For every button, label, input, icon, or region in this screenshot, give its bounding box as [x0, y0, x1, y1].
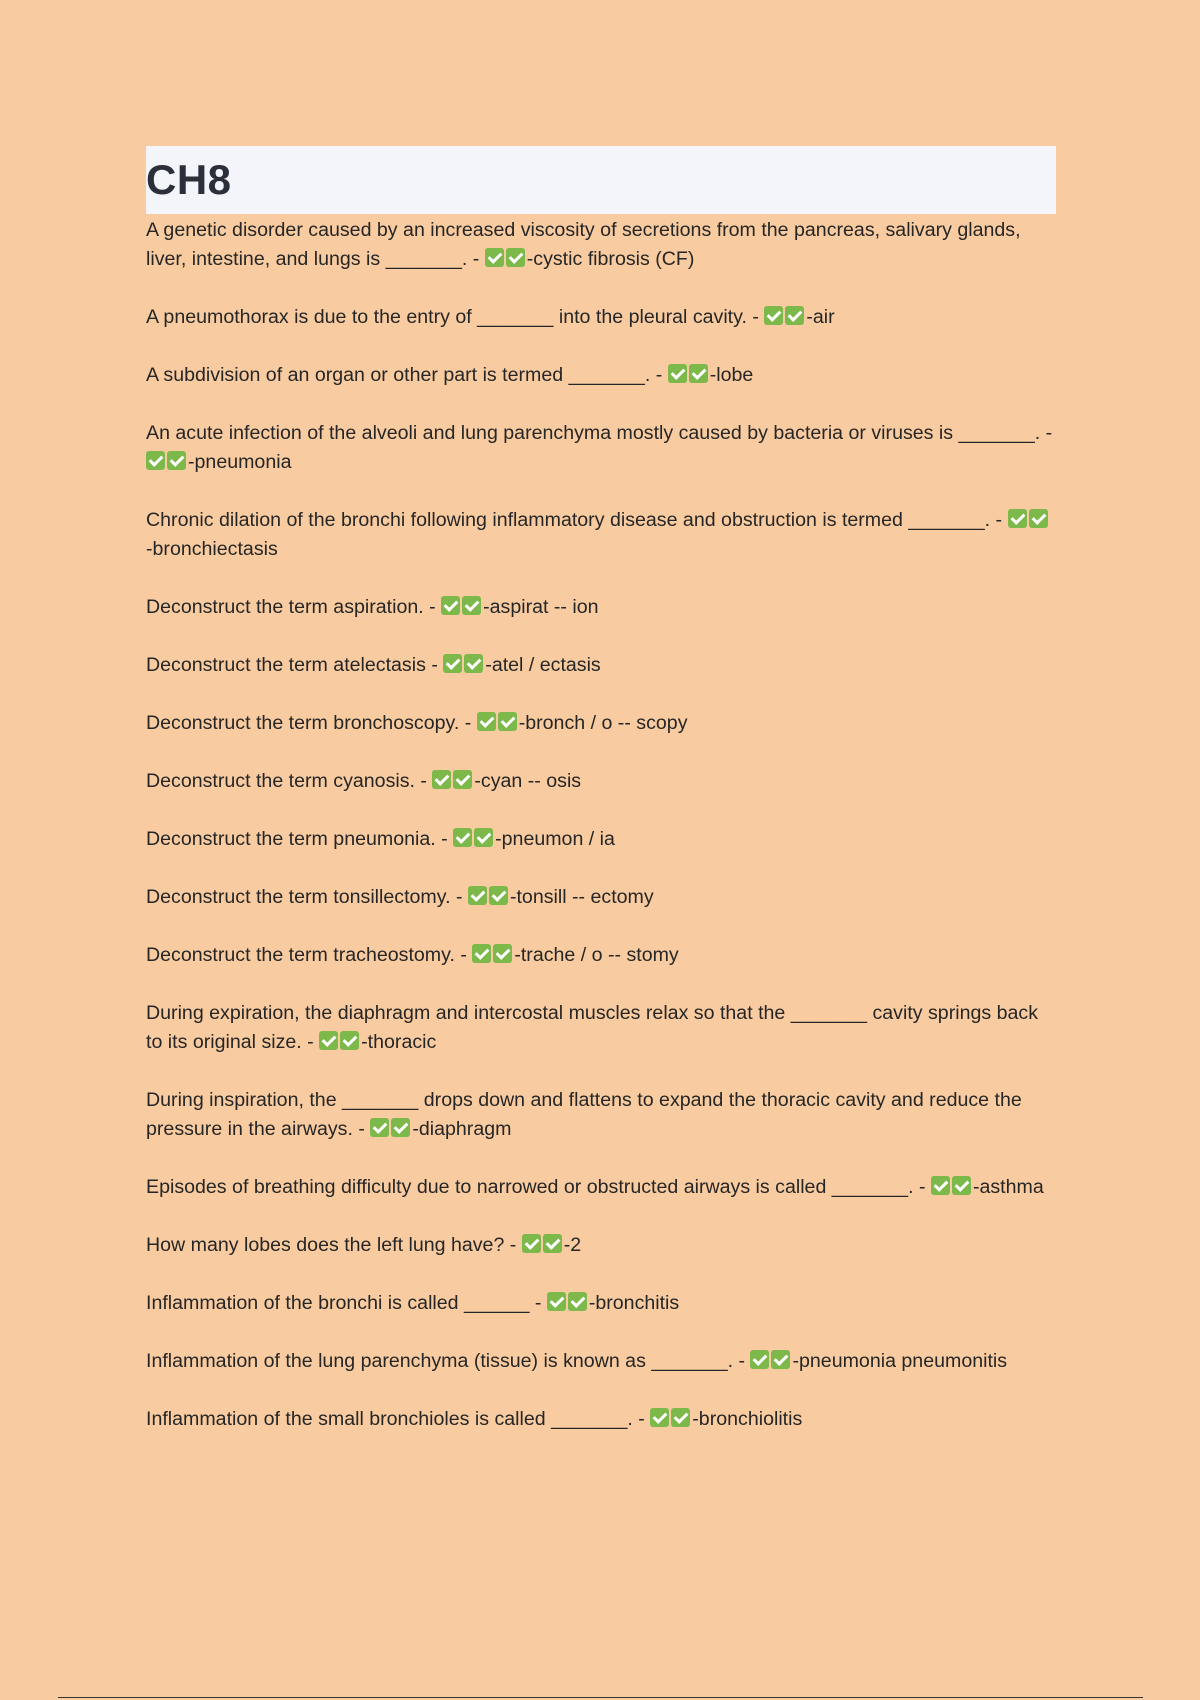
check-mark-icon: [771, 1350, 790, 1369]
answer-text: -trache / o -- stomy: [514, 944, 679, 966]
separator: -: [504, 1234, 522, 1256]
qa-item: [146, 419, 1056, 477]
qa-item: [146, 1289, 1056, 1318]
check-mark-icon: [453, 770, 472, 789]
question-text: During expiration, the diaphragm and intercostal muscles relax so that the _______ cavity springs back to its original size.: [146, 1002, 1039, 1053]
qa-item: [146, 303, 1056, 332]
qa-item: [146, 361, 1056, 390]
question-text: A genetic disorder caused by an increased viscosity of secretions from the pancreas, salivary glands, liver, intestine, and lungs is _______.: [146, 219, 1021, 270]
answer-text: -air: [806, 306, 835, 328]
question-text: Deconstruct the term tonsillectomy.: [146, 886, 451, 908]
answer-text: -atel / ectasis: [485, 654, 601, 676]
check-mark-icon: [568, 1292, 587, 1311]
check-mark-icon: [443, 654, 462, 673]
answer-text: -2: [563, 1234, 582, 1256]
answer-text: -asthma: [972, 1176, 1044, 1198]
title-bar: [146, 146, 1056, 214]
separator: -: [423, 596, 442, 618]
question-text: A subdivision of an organ or other part is termed _______.: [146, 364, 651, 386]
check-mark-icon: [370, 1118, 389, 1137]
check-mark-icon: [506, 248, 525, 267]
check-mark-icon: [391, 1118, 410, 1137]
answer-text: -diaphragm: [412, 1118, 512, 1140]
check-mark-icon: [547, 1292, 566, 1311]
separator: -: [529, 1292, 547, 1314]
question-text: Deconstruct the term aspiration.: [146, 596, 424, 618]
answer-text: -thoracic: [361, 1031, 437, 1053]
separator: -: [1040, 422, 1053, 444]
question-text: During inspiration, the _______ drops down and flattens to expand the thoracic cavity and reduce the pressure in the airways.: [146, 1089, 1022, 1140]
separator: -: [454, 944, 473, 966]
check-mark-icon: [931, 1176, 950, 1195]
check-mark-icon: [167, 451, 186, 470]
check-mark-icon: [650, 1408, 669, 1427]
check-mark-icon: [464, 654, 483, 673]
separator: -: [467, 248, 485, 270]
qa-item: [146, 216, 1056, 274]
check-mark-icon: [750, 1350, 769, 1369]
page-title: CH8: [146, 156, 232, 203]
qa-item: [146, 1405, 1056, 1434]
answer-text: -cyan -- osis: [474, 770, 582, 792]
answer-text: -bronchiectasis: [146, 538, 278, 560]
footer-divider: [58, 1697, 1143, 1698]
document-page: [146, 146, 1056, 1463]
check-mark-icon: [689, 364, 708, 383]
check-mark-icon: [1008, 509, 1027, 528]
answer-text: -lobe: [709, 364, 754, 386]
check-mark-icon: [543, 1234, 562, 1253]
separator: -: [650, 364, 668, 386]
separator: -: [733, 1350, 751, 1372]
question-text: Deconstruct the term bronchoscopy.: [146, 712, 460, 734]
check-mark-icon: [785, 306, 804, 325]
check-mark-icon: [485, 248, 504, 267]
qa-item: [146, 506, 1056, 564]
separator: -: [746, 306, 765, 328]
check-mark-icon: [498, 712, 517, 731]
separator: -: [435, 828, 454, 850]
qa-item: [146, 593, 1056, 622]
check-mark-icon: [1029, 509, 1048, 528]
separator: -: [301, 1031, 320, 1053]
separator: -: [414, 770, 433, 792]
qa-item: [146, 767, 1056, 796]
separator: -: [990, 509, 1008, 531]
check-mark-icon: [764, 306, 783, 325]
check-mark-icon: [522, 1234, 541, 1253]
answer-text: -pneumon / ia: [495, 828, 615, 850]
answer-text: -bronchiolitis: [692, 1408, 803, 1430]
check-mark-icon: [489, 886, 508, 905]
check-mark-icon: [952, 1176, 971, 1195]
separator: -: [352, 1118, 371, 1140]
check-mark-icon: [472, 944, 491, 963]
check-mark-icon: [474, 828, 493, 847]
question-text: Deconstruct the term atelectasis: [146, 654, 426, 676]
question-text: An acute infection of the alveoli and lung parenchyma mostly caused by bacteria or viruses is _______.: [146, 422, 1041, 444]
check-mark-icon: [477, 712, 496, 731]
answer-text: -cystic fibrosis (CF): [526, 248, 695, 270]
check-mark-icon: [453, 828, 472, 847]
check-mark-icon: [468, 886, 487, 905]
question-text: Chronic dilation of the bronchi following inflammatory disease and obstruction is termed _______.: [146, 509, 991, 531]
check-mark-icon: [668, 364, 687, 383]
check-mark-icon: [462, 596, 481, 615]
qa-item: [146, 1347, 1056, 1376]
separator: -: [425, 654, 444, 676]
separator: -: [913, 1176, 931, 1198]
check-mark-icon: [671, 1408, 690, 1427]
answer-text: -pneumonia: [188, 451, 292, 473]
qa-item: [146, 1231, 1056, 1260]
question-text: A pneumothorax is due to the entry of _______ into the pleural cavity.: [146, 306, 747, 328]
question-text: Episodes of breathing difficulty due to narrowed or obstructed airways is called _______.: [146, 1176, 914, 1198]
question-text: Inflammation of the small bronchioles is called _______.: [146, 1408, 633, 1430]
separator: -: [450, 886, 468, 908]
check-mark-icon: [493, 944, 512, 963]
question-text: Deconstruct the term cyanosis.: [146, 770, 415, 792]
qa-item: [146, 883, 1056, 912]
separator: -: [632, 1408, 651, 1430]
answer-text: -tonsill -- ectomy: [509, 886, 654, 908]
question-text: Inflammation of the lung parenchyma (tissue) is known as _______.: [146, 1350, 734, 1372]
qa-item: [146, 709, 1056, 738]
qa-item: [146, 999, 1056, 1057]
qa-item: [146, 651, 1056, 680]
question-text: How many lobes does the left lung have?: [146, 1234, 505, 1256]
qa-list: [146, 216, 1056, 1434]
check-mark-icon: [319, 1031, 338, 1050]
check-mark-icon: [432, 770, 451, 789]
qa-item: [146, 941, 1056, 970]
answer-text: -pneumonia pneumonitis: [792, 1350, 1008, 1372]
qa-item: [146, 825, 1056, 854]
check-mark-icon: [146, 451, 165, 470]
qa-item: [146, 1173, 1056, 1202]
separator: -: [459, 712, 477, 734]
check-mark-icon: [340, 1031, 359, 1050]
question-text: Inflammation of the bronchi is called ______: [146, 1292, 530, 1314]
question-text: Deconstruct the term pneumonia.: [146, 828, 436, 850]
check-mark-icon: [441, 596, 460, 615]
answer-text: -aspirat -- ion: [483, 596, 599, 618]
answer-text: -bronchitis: [588, 1292, 680, 1314]
answer-text: -bronch / o -- scopy: [518, 712, 688, 734]
qa-item: [146, 1086, 1056, 1144]
question-text: Deconstruct the term tracheostomy.: [146, 944, 455, 966]
